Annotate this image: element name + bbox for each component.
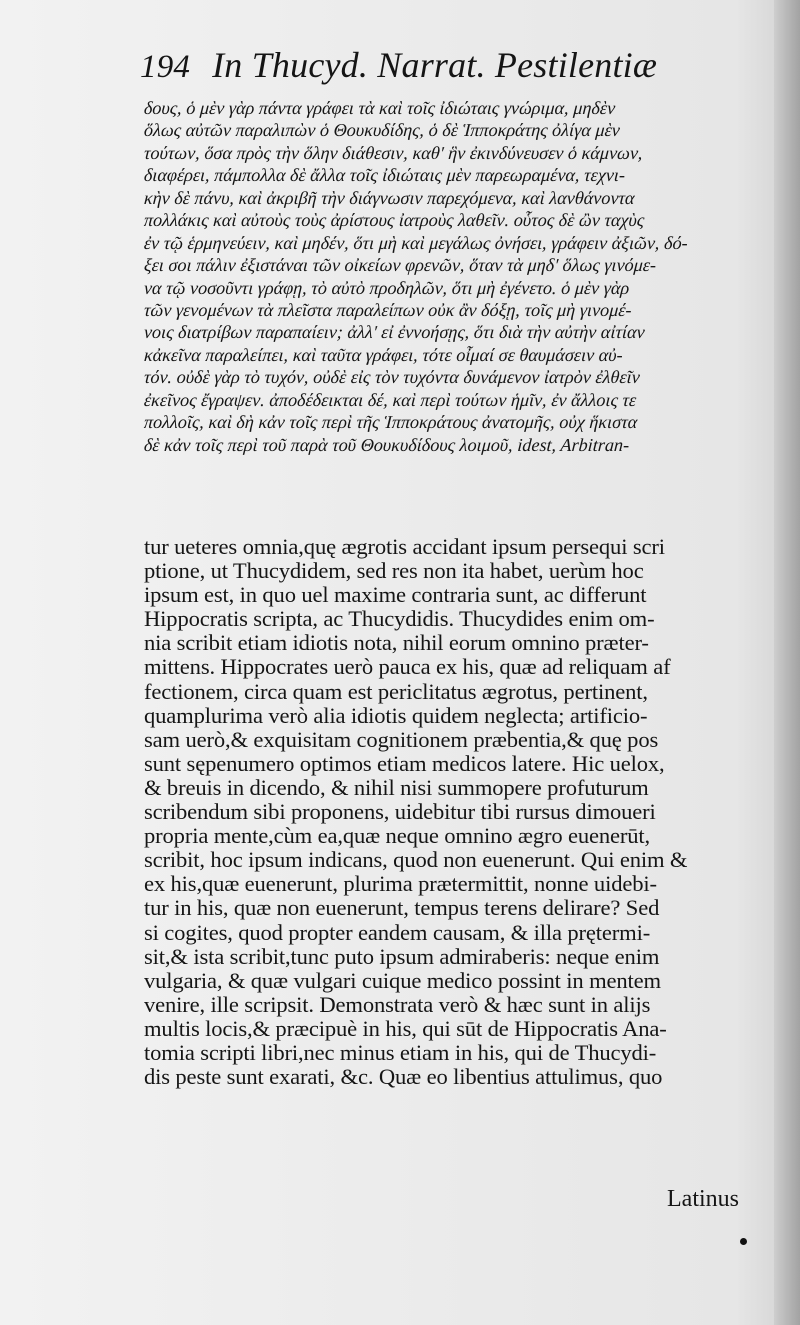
latin-line: si cogites, quod propter eandem causam, & illa prętermi- (144, 920, 651, 945)
greek-line: δους, ὁ μὲν γὰρ πάντα γράφει τὰ καὶ τοῖς ἰδιώταις γνώριμα, μηδὲν (143, 98, 616, 118)
greek-line: κἀκεῖνα παραλείπει, καὶ ταῦτα γράφει, τότε οἶμαί σε θαυμάσειν αὐ- (143, 344, 624, 365)
latin-line: sit,& ista scribit,tunc puto ipsum admiraberis: neque enim (144, 944, 660, 969)
greek-line: κὴν δὲ πάνυ, καὶ ἀκριβῆ τὴν διάγνωσιν παρεχόμενα, καὶ λανθάνοντα (143, 187, 636, 208)
latin-line: & breuis in dicendo, & nihil nisi summopere profuturum (144, 775, 649, 800)
latin-line: ex his,quæ euenerunt, plurima prætermittit, nonne uidebi- (144, 872, 657, 897)
greek-line: νοις διατρίβων παραπαίειν; ἀλλ' εἰ ἐννοήσῃς, ὅτι διὰ τὴν αὐτὴν αἰτίαν (143, 322, 646, 343)
greek-line: ξει σοι πάλιν ἐξιστάναι τῶν οἰκείων φρενῶν, ὅταν τὰ μηδ' ὅλως γινόμε- (143, 255, 657, 276)
latin-line: sunt sępenumero optimos etiam medicos latere. Hic uelox, (144, 751, 665, 776)
latin-line: Hippocratis scripta, ac Thucydidis. Thucydides enim om- (144, 607, 655, 632)
greek-line: δὲ κἀν τοῖς περὶ τοῦ παρὰ τοῦ Θουκυδίδους λοιμοῦ, idest, Arbitran- (143, 434, 630, 455)
greek-line: τούτων, ὅσα πρὸς τὴν ὅλην διάθεσιν, καθ' ἣν ἐκινδύνευσεν ὁ κάμνων, (143, 142, 644, 163)
greek-line: τόν. οὐδὲ γὰρ τὸ τυχόν, οὐδὲ εἰς τὸν τυχόντα δυνάμενον ἰατρὸν ἐλθεῖν (143, 367, 641, 388)
greek-text-block (144, 97, 796, 456)
greek-line: ἐν τῷ ἑρμηνεύειν, καὶ μηδέν, ὅτι μὴ καὶ μεγάλως ὀνήσει, γράφειν ἀξιῶν, δό- (143, 232, 689, 253)
greek-line: ἐκεῖνος ἔγραψεν. ἀποδέδεικται δέ, καὶ περὶ τούτων ἡμῖν, ἐν ἄλλοις τε (143, 389, 637, 410)
latin-line: dis peste sunt exarati, &c. Quæ eo libentius attulimus, quo (144, 1065, 663, 1090)
latin-line: venire, ille scripsit. Demonstrata verò & hæc sunt in alijs (144, 992, 651, 1017)
greek-line: πολλοῖς, καὶ δὴ κἀν τοῖς περὶ τῆς Ἱπποκράτους ἀνατομῆς, οὐχ ἥκιστα (143, 412, 638, 433)
latin-line: nia scribit etiam idiotis nota, nihil eorum omnino præter- (144, 631, 649, 656)
latin-line: scribit, hoc ipsum indicans, quod non euenerunt. Qui enim & (144, 848, 688, 873)
latin-line: quamplurima verò alia idiotis quidem neglecta; artificio- (144, 703, 648, 728)
latin-line: propria mente,cùm ea,quæ neque omnino ægro euenerūt, (144, 824, 651, 849)
greek-line: τῶν γενομένων τὰ πλεῖστα παραλείπων οὐκ ἂν δόξῃ, τοῖς μὴ γινομέ- (143, 299, 633, 320)
latin-line: tur in his, quæ non euenerunt, tempus terens delirare? Sed (144, 896, 660, 921)
latin-line: tur ueteres omnia,quę ægrotis accidant ipsum persequi scri (144, 535, 665, 559)
latin-line: sam uerò,& exquisitam cognitionem præbentia,& quę pos (144, 727, 659, 752)
latin-line: vulgaria, & quæ vulgari cuique medico possint in mentem (144, 968, 661, 993)
latin-line: ipsum est, in quo uel maxime contraria sunt, ac differunt (144, 583, 647, 608)
latin-text-block (144, 535, 784, 1089)
greek-line: να τῷ νοσοῦντι γράφῃ, τὸ αὐτὸ προδηλῶν, ὅτι μὴ ἐγένετο. ὁ μὲν γὰρ (143, 277, 630, 298)
ink-dot (740, 1238, 747, 1245)
greek-line: πολλάκις καὶ αὐτοὺς τοὺς ἀρίστους ἰατροὺς λαθεῖν. οὗτος δὲ ὢν ταχὺς (143, 210, 645, 231)
greek-line: ὅλως αὐτῶν παραλιπὼν ὁ Θουκυδίδης, ὁ δὲ Ἱπποκράτης ὀλίγα μὲν (143, 120, 621, 141)
greek-line: διαφέρει, πάμπολλα δὲ ἄλλα τοῖς ἰδιώταις μὲν παρεωραμένα, τεχνι- (143, 165, 626, 186)
running-header (140, 44, 760, 94)
latin-line: fectionem, circa quam est periclitatus ægrotus, pertinent, (144, 679, 648, 704)
latin-line: tomia scripti libri,nec minus etiam in his, qui de Thucydi- (144, 1040, 657, 1065)
latin-line: mittens. Hippocrates uerò pauca ex his, quæ ad reliquam af (144, 655, 671, 680)
latin-line: multis locis,& præcipuè in his, qui sūt de Hippocratis Ana- (144, 1016, 667, 1041)
latin-line: ptione, ut Thucydidem, sed res non ita habet, uerùm hoc (144, 559, 644, 584)
running-title: In Thucyd. Narrat. Pestilentiæ (212, 45, 658, 85)
catchword: Latinus (667, 1186, 739, 1212)
page-number: 194 (140, 49, 191, 85)
latin-line: scribendum sibi proponens, uidebitur tibi rursus dimoueri (144, 800, 656, 825)
